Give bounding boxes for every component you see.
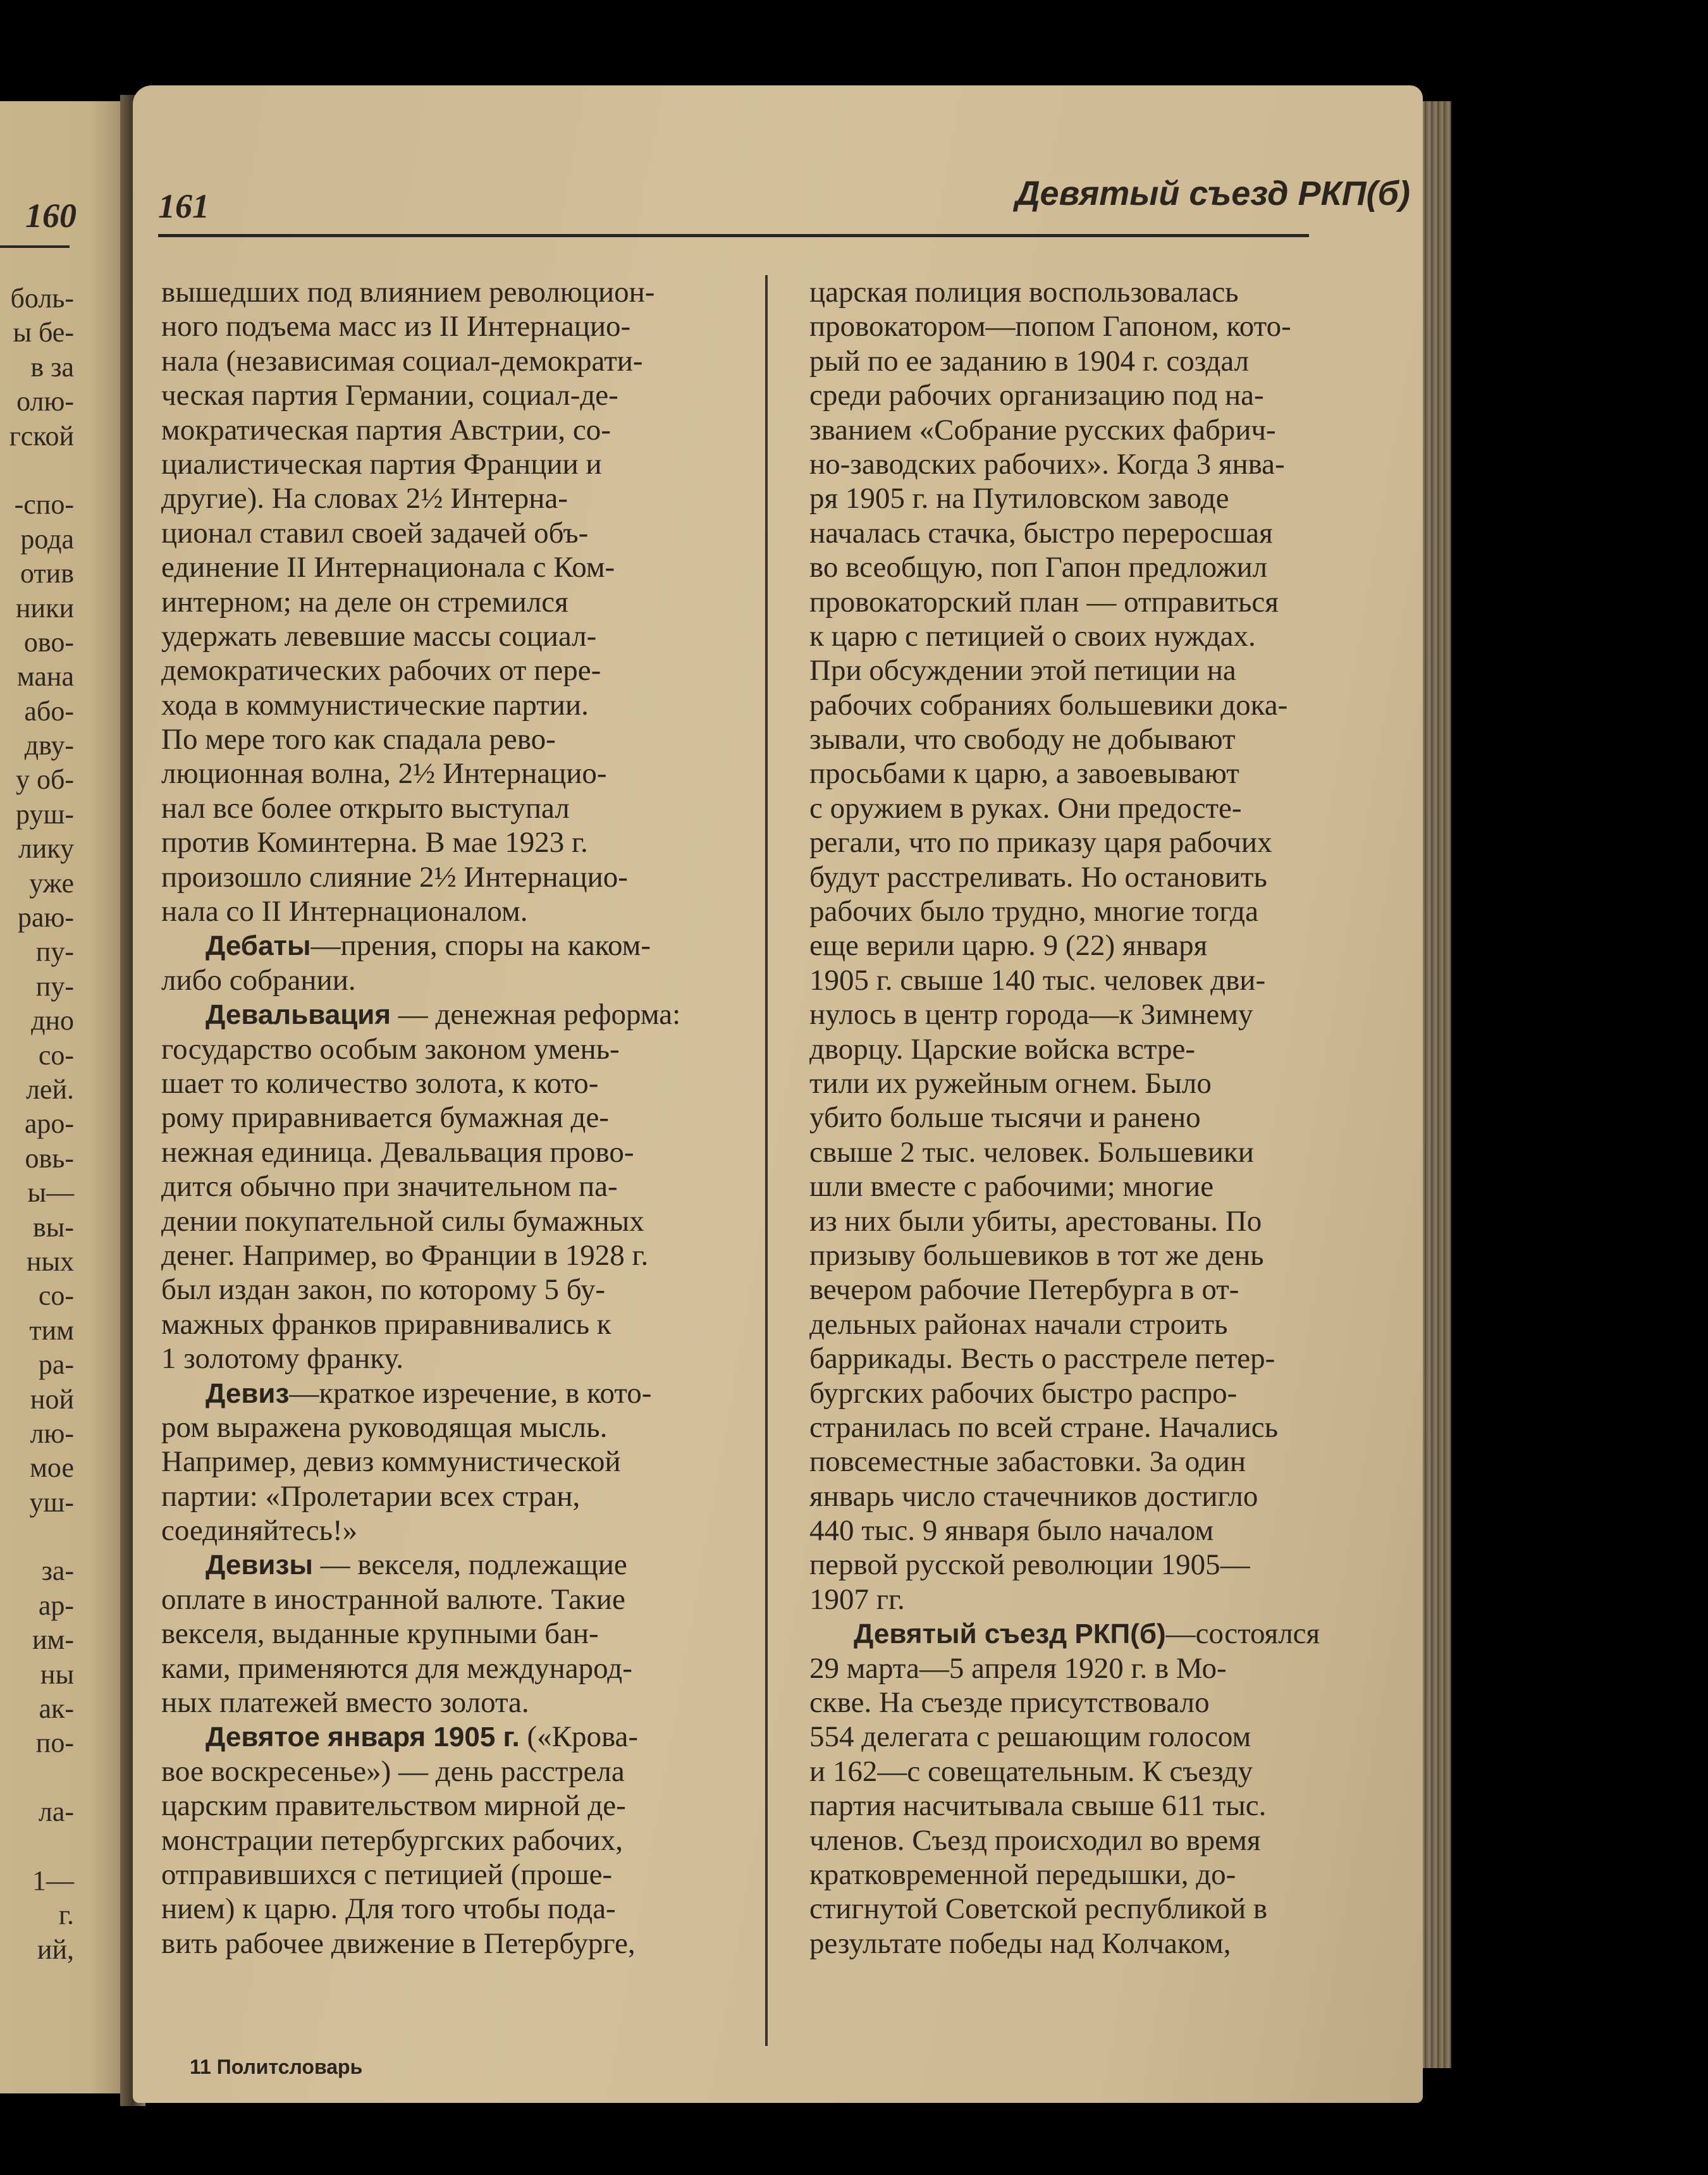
line-text: призыву большевиков в тот же день [809, 1238, 1264, 1272]
previous-page-line: мое [30, 1452, 74, 1484]
line-text: убито больше тысячи и ранено [809, 1101, 1201, 1135]
line-text: государство особым законом умень- [161, 1032, 620, 1066]
dictionary-term: Девятый съезд РКП(б) [854, 1618, 1166, 1650]
text-line [161, 585, 730, 619]
line-text: стигнутой Советской республикой в [809, 1892, 1268, 1926]
text-line [809, 1479, 1379, 1513]
line-text: нулось в центр города—к Зимнему [809, 998, 1253, 1032]
text-line [809, 1582, 1379, 1617]
line-text: но-заводских рабочих». Когда 3 янва- [809, 447, 1285, 481]
text-line [161, 653, 730, 687]
line-text: с оружием в руках. Они предосте- [809, 791, 1242, 825]
previous-page-line: за- [41, 1555, 74, 1587]
text-line [809, 1892, 1379, 1926]
dictionary-term: Девятое января 1905 г. [206, 1722, 520, 1753]
text-line [161, 1410, 730, 1445]
line-text: нала (независимая социал-демократи- [161, 344, 643, 378]
previous-page-line: ны [40, 1658, 74, 1690]
text-line [161, 413, 730, 447]
line-text: ционал ставил своей задачей объ- [161, 516, 589, 550]
line-text: кратковременной передышки, до- [809, 1858, 1236, 1891]
line-text: просьбами к царю, а завоевывают [809, 757, 1239, 791]
text-line [809, 1651, 1379, 1685]
text-line [161, 791, 730, 825]
line-text: 554 делегата с решающим голосом [809, 1720, 1251, 1754]
text-line [161, 275, 730, 309]
dictionary-term: Девиз [206, 1377, 290, 1409]
previous-page-line: пу- [35, 936, 74, 968]
text-line [161, 1685, 730, 1720]
text-line [161, 1858, 730, 1892]
line-text: баррикады. Весть о расстреле петер- [809, 1342, 1275, 1376]
line-text: партия насчитывала свыше 611 тыс. [809, 1789, 1267, 1823]
line-text: был издан закон, по которому 5 бу- [161, 1273, 606, 1307]
line-text: бургских рабочих быстро распро- [809, 1376, 1238, 1410]
page-number: 161 [158, 187, 209, 225]
text-line [809, 722, 1379, 756]
text-line [161, 1548, 730, 1582]
line-text: 1907 гг. [809, 1582, 905, 1616]
line-text: среди рабочих организацию под на- [809, 379, 1264, 412]
line-text: странилась по всей стране. Начались [809, 1410, 1279, 1444]
previous-page-line: ы— [27, 1177, 74, 1209]
previous-page-line: -спо- [14, 489, 74, 521]
previous-page-line: олю- [16, 386, 74, 417]
previous-page-line [0, 453, 130, 488]
text-line [809, 413, 1379, 447]
line-text: провокатором—попом Гапоном, кото- [809, 310, 1291, 343]
line-text: демократических рабочих от пере- [161, 654, 601, 687]
text-line [809, 756, 1379, 791]
text-line [161, 997, 730, 1032]
previous-page-line: рода [20, 523, 74, 555]
line-text: монстрации петербургских рабочих, [161, 1823, 623, 1857]
text-line [161, 860, 730, 894]
previous-page-number: 160 [25, 197, 77, 235]
previous-page-line: ра- [38, 1349, 74, 1381]
text-line [161, 688, 730, 722]
text-line [161, 1307, 730, 1341]
text-line [809, 860, 1379, 894]
line-text: к царю с петицией о своих нуждах. [809, 619, 1256, 653]
text-line [161, 378, 730, 412]
text-line [809, 928, 1379, 963]
previous-page-line: лей. [25, 1073, 74, 1105]
text-line [161, 1272, 730, 1307]
line-text: соединяйтесь!» [161, 1514, 358, 1548]
previous-page-line: ной [30, 1383, 74, 1415]
line-text: тили их ружейным огнем. Было [809, 1066, 1212, 1100]
line-text: зывали, что свободу не добывают [809, 723, 1236, 756]
text-line [161, 1204, 730, 1238]
line-text: рому приравнивается бумажная де- [161, 1101, 609, 1135]
line-text: скве. На съезде присутствовало [809, 1686, 1210, 1720]
text-line [809, 653, 1379, 687]
header-rule [158, 234, 1309, 237]
text-line [809, 1754, 1379, 1789]
dictionary-term: Девизы [206, 1550, 313, 1581]
text-line [809, 516, 1379, 550]
text-line [161, 1513, 730, 1548]
column-divider [765, 275, 768, 2046]
text-line [809, 1548, 1379, 1582]
line-text: шли вместе с рабочими; многие [809, 1170, 1214, 1204]
line-text: мажных франков приравнивались к [161, 1307, 611, 1341]
text-line [809, 1307, 1379, 1341]
text-line [161, 344, 730, 378]
previous-page-line: пу- [35, 970, 74, 1002]
line-text: люционная волна, 2½ Интернацио- [161, 757, 607, 791]
text-line [161, 1617, 730, 1651]
text-line [809, 1341, 1379, 1376]
line-text: и 162—с совещательным. К съезду [809, 1754, 1253, 1788]
previous-page-line: со- [38, 1280, 74, 1312]
line-text: дельных районах начали строить [809, 1307, 1228, 1341]
line-text: либо собрании. [161, 963, 356, 997]
text-line [809, 688, 1379, 722]
previous-page-line: ар- [38, 1589, 74, 1621]
line-text: ческая партия Германии, социал-де- [161, 379, 618, 412]
text-line [161, 1341, 730, 1376]
line-text: членов. Съезд происходил во время [809, 1823, 1261, 1857]
line-text: вышедших под влиянием революцион- [161, 276, 655, 309]
line-text: —прения, споры на каком- [310, 929, 651, 963]
text-line [809, 344, 1379, 378]
previous-page-line: дно [31, 1005, 74, 1037]
line-text: еще верили царю. 9 (22) января [809, 929, 1208, 963]
text-line [809, 791, 1379, 825]
text-line [809, 963, 1379, 997]
text-line [809, 447, 1379, 481]
line-text: дворцу. Царские войска встре- [809, 1032, 1196, 1066]
line-text: нежная единица. Девальвация прово- [161, 1135, 634, 1169]
text-line [161, 1926, 730, 1961]
previous-page-line: тим [29, 1314, 74, 1346]
line-text: ром выражена руководящая мысль. [161, 1410, 608, 1444]
line-text: 1905 г. свыше 140 тыс. человек дви- [809, 963, 1266, 997]
previous-page-line: ники [15, 592, 74, 624]
text-line [161, 825, 730, 860]
line-text: При обсуждении этой петиции на [809, 654, 1236, 687]
text-line [809, 1445, 1379, 1479]
line-text: нал все более открыто выступал [161, 791, 570, 825]
line-text: По мере того как спадала рево- [161, 723, 556, 756]
line-text: вечером рабочие Петербурга в от- [809, 1273, 1239, 1307]
line-text: Например, девиз коммунистической [161, 1445, 621, 1479]
line-text: хода в коммунистические партии. [161, 688, 589, 722]
text-line [809, 550, 1379, 584]
text-line [809, 1685, 1379, 1720]
previous-page-line: у об- [15, 764, 74, 796]
text-line [161, 1135, 730, 1169]
text-line [809, 309, 1379, 343]
line-text: первой русской революции 1905— [809, 1548, 1250, 1582]
text-line [809, 1032, 1379, 1066]
line-text: будут расстреливать. Но остановить [809, 860, 1267, 894]
current-page [133, 85, 1423, 2103]
text-line [161, 1651, 730, 1685]
text-line [161, 619, 730, 653]
line-text: рабочих собраниях большевики дока- [809, 688, 1288, 722]
line-text: — векселя, подлежащие [312, 1548, 627, 1582]
previous-page-line: отив [20, 558, 74, 589]
line-text: вить рабочее движение в Петербурге, [161, 1926, 636, 1960]
text-line [161, 1823, 730, 1858]
line-text: денег. Например, во Франции в 1928 г. [161, 1238, 649, 1272]
line-text: январь число стачечников достигло [809, 1479, 1258, 1513]
text-line [809, 1858, 1379, 1892]
line-text: рабочих было трудно, многие тогда [809, 895, 1258, 928]
line-text: свыше 2 тыс. человек. Большевики [809, 1135, 1254, 1169]
line-text: 1 золотому франку. [161, 1342, 403, 1376]
text-line [161, 309, 730, 343]
text-line [809, 619, 1379, 653]
previous-page-line: в за [30, 351, 74, 383]
previous-page-line: ы бе- [13, 317, 74, 348]
previous-page [0, 101, 130, 2093]
previous-page-line: ово- [23, 626, 74, 658]
text-line [809, 1376, 1379, 1410]
previous-page-line: ак- [39, 1693, 74, 1725]
previous-page-line: уш- [29, 1486, 74, 1518]
line-text: оплате в иностранной валюте. Такие [161, 1582, 625, 1616]
line-text: против Коминтерна. В мае 1923 г. [161, 826, 588, 860]
line-text: ря 1905 г. на Путиловском заводе [809, 482, 1229, 515]
previous-page-line: аро- [24, 1108, 74, 1140]
previous-page-line: або- [24, 695, 74, 727]
text-line [809, 481, 1379, 515]
text-line [809, 1169, 1379, 1204]
text-line [161, 1238, 730, 1272]
previous-page-line: лику [18, 833, 74, 865]
text-line [161, 1582, 730, 1617]
previous-page-line: уже [29, 867, 74, 899]
previous-page-text [0, 281, 130, 1967]
text-line [809, 1513, 1379, 1548]
right-text-column [809, 275, 1379, 1961]
text-line [809, 997, 1379, 1032]
line-text: во всеобщую, поп Гапон предложил [809, 551, 1268, 584]
line-text: 29 марта—5 апреля 1920 г. в Мо- [809, 1651, 1227, 1685]
text-line [809, 1720, 1379, 1754]
line-text: интерном; на деле он стремился [161, 585, 568, 619]
line-text: результате победы над Колчаком, [809, 1926, 1231, 1960]
line-text: вое воскресенье») — день расстрела [161, 1754, 625, 1788]
previous-page-line: дву- [24, 730, 74, 761]
previous-page-line: раю- [17, 902, 74, 933]
line-text: отправившихся с петицией (проше- [161, 1858, 613, 1891]
previous-page-line: 1— [32, 1864, 74, 1896]
previous-page-line: им- [32, 1624, 74, 1656]
printer-signature: 11 Политсловарь [190, 2055, 363, 2078]
text-line [809, 585, 1379, 619]
text-line [809, 825, 1379, 860]
running-head: Девятый съезд РКП(б) [1015, 175, 1410, 213]
text-line [161, 1754, 730, 1789]
text-line [809, 1100, 1379, 1135]
previous-page-line: лю- [30, 1417, 74, 1449]
text-line [809, 1066, 1379, 1100]
text-line [809, 275, 1379, 309]
line-text: другие). На словах 2½ Интерна- [161, 482, 568, 515]
text-line [161, 1892, 730, 1926]
line-text: 440 тыс. 9 января было началом [809, 1514, 1214, 1548]
line-text: повсеместные забастовки. За один [809, 1445, 1246, 1479]
line-text: регали, что по приказу царя рабочих [809, 826, 1272, 860]
previous-page-line: ла- [38, 1796, 74, 1828]
line-text: («Крова- [519, 1720, 639, 1754]
previous-page-line: по- [35, 1727, 74, 1759]
line-text: произошло слияние 2½ Интернацио- [161, 860, 628, 894]
line-text: ного подъема масс из II Интернацио- [161, 310, 631, 343]
text-line [161, 481, 730, 515]
previous-page-line [0, 1830, 130, 1864]
line-text: началась стачка, быстро переросшая [809, 516, 1273, 550]
previous-page-line: боль- [10, 283, 74, 314]
text-line [161, 1376, 730, 1410]
line-text: дится обычно при значительном па- [161, 1170, 618, 1204]
text-line [161, 1169, 730, 1204]
text-line [161, 722, 730, 756]
line-text: партии: «Пролетарии всех стран, [161, 1479, 581, 1513]
previous-page-line: со- [38, 1039, 74, 1071]
previous-page-line: вы- [33, 1211, 74, 1243]
text-line [161, 894, 730, 928]
line-text: нала со II Интернационалом. [161, 895, 528, 928]
text-line [161, 1066, 730, 1100]
line-text: рый по ее заданию в 1904 г. создал [809, 344, 1250, 378]
line-text: векселя, выданные крупными бан- [161, 1617, 599, 1651]
text-line [161, 550, 730, 584]
text-line [809, 1926, 1379, 1961]
text-line [809, 1272, 1379, 1307]
text-line [161, 1032, 730, 1066]
line-text: удержать левевшие массы социал- [161, 619, 597, 653]
dictionary-term: Дебаты [206, 930, 311, 962]
text-line [161, 1479, 730, 1513]
text-line [809, 1238, 1379, 1272]
previous-page-line: ий, [37, 1933, 74, 1965]
previous-page-line: ных [26, 1245, 74, 1277]
line-text: званием «Собрание русских фабрич- [809, 413, 1276, 447]
line-text: царская полиция воспользовалась [809, 276, 1239, 309]
line-text: царским правительством мирной де- [161, 1789, 626, 1823]
text-line [161, 516, 730, 550]
line-text: циалистическая партия Франции и [161, 447, 602, 481]
previous-page-header-rule [0, 245, 70, 248]
text-line [161, 963, 730, 997]
text-line [161, 1720, 730, 1754]
line-text: провокаторский план — отправиться [809, 585, 1279, 619]
previous-page-line: овь- [25, 1142, 74, 1174]
previous-page-line: г. [58, 1899, 74, 1931]
text-line [809, 1789, 1379, 1823]
previous-page-line: мана [16, 661, 74, 693]
line-text: единение II Интернационала с Ком- [161, 551, 615, 584]
text-line [161, 447, 730, 481]
text-line [809, 1823, 1379, 1858]
text-line [161, 928, 730, 963]
left-text-column [161, 275, 730, 1961]
line-text: ками, применяются для международ- [161, 1651, 632, 1685]
text-line [809, 1204, 1379, 1238]
text-line [809, 894, 1379, 928]
line-text: — денежная реформа: [391, 998, 681, 1032]
text-line [161, 1789, 730, 1823]
line-text: нием) к царю. Для того чтобы пода- [161, 1892, 616, 1926]
previous-page-line [0, 1761, 130, 1795]
previous-page-line: гской [9, 420, 74, 452]
line-text: —краткое изречение, в кото- [289, 1376, 652, 1410]
text-line [161, 1100, 730, 1135]
text-line [809, 1135, 1379, 1169]
line-text: ных платежей вместо золота. [161, 1686, 529, 1720]
line-text: —состоялся [1165, 1617, 1320, 1651]
text-line [809, 378, 1379, 412]
text-line [809, 1410, 1379, 1445]
line-text: дении покупательной силы бумажных [161, 1204, 644, 1238]
previous-page-line [0, 1520, 130, 1554]
line-text: мократическая партия Австрии, со- [161, 413, 611, 447]
previous-page-line: руш- [16, 798, 74, 830]
line-text: из них были убиты, арестованы. По [809, 1204, 1262, 1238]
text-line [161, 756, 730, 791]
text-line [161, 1445, 730, 1479]
dictionary-term: Девальвация [206, 999, 391, 1031]
text-line [809, 1617, 1379, 1651]
line-text: шает то количество золота, к кото- [161, 1066, 599, 1100]
